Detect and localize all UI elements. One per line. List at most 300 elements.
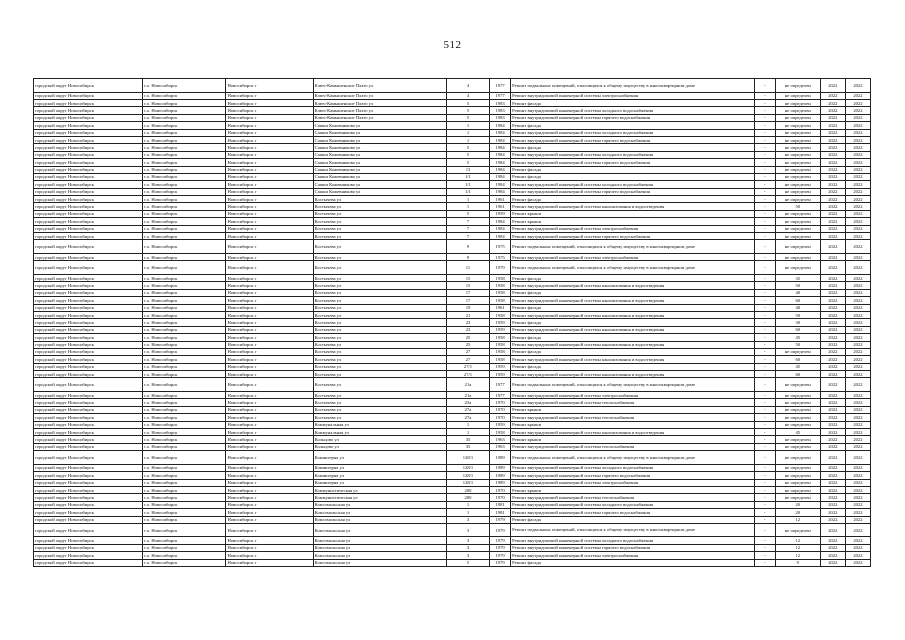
district-cell: городской округ Новосибирск xyxy=(34,523,143,537)
house-number-cell: 9 xyxy=(446,254,489,261)
settlement-cell: г.о. Новосибирск xyxy=(143,151,226,158)
cost-cell: 45 xyxy=(775,334,820,341)
end-year-cell: 2022 xyxy=(845,414,870,421)
district-cell: городской округ Новосибирск xyxy=(34,79,143,93)
house-number-cell: 7 xyxy=(446,218,489,225)
work-type-cell: Ремонт фасада xyxy=(511,363,755,370)
build-year-cell: 1958 xyxy=(490,311,511,318)
work-type-cell: Ремонт крыши xyxy=(511,486,755,493)
city-cell: Новосибирск г xyxy=(226,159,313,166)
start-year-cell: 2022 xyxy=(820,421,845,428)
start-year-cell: 2022 xyxy=(820,436,845,443)
work-type-cell: Ремонт фасада xyxy=(511,274,755,281)
settlement-cell: г.о. Новосибирск xyxy=(143,516,226,523)
house-number-cell: 5 xyxy=(446,144,489,151)
work-type-cell: Ремонт подвальных помещений, относящихся к общему имуществу в многоквартирном доме xyxy=(511,451,755,465)
dash-cell: - xyxy=(754,399,775,406)
cost-cell: не определен xyxy=(775,240,820,254)
street-cell: Коминтерна ул xyxy=(313,451,446,465)
dash-cell: - xyxy=(754,122,775,129)
start-year-cell: 2022 xyxy=(820,479,845,486)
street-cell: Костычева ул xyxy=(313,348,446,355)
build-year-cell: 1970 xyxy=(490,486,511,493)
city-cell: Новосибирск г xyxy=(226,311,313,318)
cost-cell: не определен xyxy=(775,261,820,275)
district-cell: городской округ Новосибирск xyxy=(34,429,143,436)
cost-cell: не определен xyxy=(775,196,820,203)
build-year-cell: 1989 xyxy=(490,464,511,471)
house-number-cell: 21 xyxy=(446,311,489,318)
settlement-cell: г.о. Новосибирск xyxy=(143,552,226,559)
end-year-cell: 2022 xyxy=(845,92,870,99)
build-year-cell: 1959 xyxy=(490,319,511,326)
build-year-cell: 1983 xyxy=(490,99,511,106)
end-year-cell: 2022 xyxy=(845,225,870,232)
start-year-cell: 2022 xyxy=(820,166,845,173)
build-year-cell: 1975 xyxy=(490,240,511,254)
cost-cell: не определен xyxy=(775,443,820,450)
start-year-cell: 2022 xyxy=(820,254,845,261)
start-year-cell: 2022 xyxy=(820,210,845,217)
table-row xyxy=(34,136,871,143)
work-type-cell: Ремонт крыши xyxy=(511,210,755,217)
work-type-cell: Ремонт фасада xyxy=(511,334,755,341)
house-number-cell: 25 xyxy=(446,334,489,341)
dash-cell: - xyxy=(754,218,775,225)
settlement-cell: г.о. Новосибирск xyxy=(143,494,226,501)
dash-cell: - xyxy=(754,501,775,508)
end-year-cell: 2022 xyxy=(845,348,870,355)
street-cell: Костычева ул xyxy=(313,406,446,413)
settlement-cell: г.о. Новосибирск xyxy=(143,261,226,275)
cost-cell: 12 xyxy=(775,552,820,559)
dash-cell: - xyxy=(754,552,775,559)
work-type-cell: Ремонт фасада xyxy=(511,348,755,355)
start-year-cell: 2022 xyxy=(820,523,845,537)
table-row xyxy=(34,399,871,406)
work-type-cell: Ремонт фасада xyxy=(511,196,755,203)
city-cell: Новосибирск г xyxy=(226,151,313,158)
district-cell: городской округ Новосибирск xyxy=(34,494,143,501)
district-cell: городской округ Новосибирск xyxy=(34,552,143,559)
table-row xyxy=(34,326,871,333)
house-number-cell: 128/1 xyxy=(446,472,489,479)
dash-cell: - xyxy=(754,151,775,158)
house-number-cell: 35 xyxy=(446,443,489,450)
city-cell: Новосибирск г xyxy=(226,181,313,188)
district-cell: городской округ Новосибирск xyxy=(34,203,143,210)
settlement-cell: г.о. Новосибирск xyxy=(143,501,226,508)
build-year-cell: 1958 xyxy=(490,341,511,348)
city-cell: Новосибирск г xyxy=(226,188,313,195)
cost-cell: не определен xyxy=(775,107,820,114)
district-cell: городской округ Новосибирск xyxy=(34,114,143,121)
settlement-cell: г.о. Новосибирск xyxy=(143,289,226,296)
build-year-cell: 1970 xyxy=(490,414,511,421)
dash-cell: - xyxy=(754,326,775,333)
build-year-cell: 1958 xyxy=(490,274,511,281)
build-year-cell: 1979 xyxy=(490,537,511,544)
cost-cell: не определен xyxy=(775,464,820,471)
registry-table-body xyxy=(34,79,871,567)
cost-cell: не определен xyxy=(775,451,820,465)
start-year-cell: 2022 xyxy=(820,240,845,254)
build-year-cell: 1981 xyxy=(490,501,511,508)
street-cell: Костычева ул xyxy=(313,399,446,406)
cost-cell: не определен xyxy=(775,378,820,392)
settlement-cell: г.о. Новосибирск xyxy=(143,136,226,143)
street-cell: Комсомольская ул xyxy=(313,501,446,508)
work-type-cell: Ремонт внутридомовой инженерной системы теплоснабжения xyxy=(511,494,755,501)
work-type-cell: Ремонт внутридомовой инженерной системы горячего водоснабжения xyxy=(511,159,755,166)
cost-cell: не определен xyxy=(775,348,820,355)
settlement-cell: г.о. Новосибирск xyxy=(143,274,226,281)
cost-cell: 12 xyxy=(775,537,820,544)
end-year-cell: 2022 xyxy=(845,559,870,566)
settlement-cell: г.о. Новосибирск xyxy=(143,429,226,436)
settlement-cell: г.о. Новосибирск xyxy=(143,196,226,203)
end-year-cell: 2022 xyxy=(845,392,870,399)
cost-cell: не определен xyxy=(775,479,820,486)
dash-cell: - xyxy=(754,282,775,289)
district-cell: городской округ Новосибирск xyxy=(34,282,143,289)
work-type-cell: Ремонт внутридомовой инженерной системы канализования и водоотведения xyxy=(511,282,755,289)
settlement-cell: г.о. Новосибирск xyxy=(143,233,226,240)
settlement-cell: г.о. Новосибирск xyxy=(143,114,226,121)
street-cell: Комсомольская ул xyxy=(313,559,446,566)
build-year-cell: 1958 xyxy=(490,297,511,304)
table-row xyxy=(34,282,871,289)
district-cell: городской округ Новосибирск xyxy=(34,326,143,333)
table-row xyxy=(34,210,871,217)
dash-cell: - xyxy=(754,429,775,436)
dash-cell: - xyxy=(754,261,775,275)
house-number-cell: 5 xyxy=(446,559,489,566)
table-row xyxy=(34,289,871,296)
house-number-cell: 27 xyxy=(446,348,489,355)
city-cell: Новосибирск г xyxy=(226,494,313,501)
dash-cell: - xyxy=(754,464,775,471)
city-cell: Новосибирск г xyxy=(226,289,313,296)
start-year-cell: 2022 xyxy=(820,319,845,326)
settlement-cell: г.о. Новосибирск xyxy=(143,341,226,348)
house-number-cell: 13 xyxy=(446,166,489,173)
street-cell: Костычева ул xyxy=(313,334,446,341)
work-type-cell: Ремонт внутридомовой инженерной системы горячего водоснабжения xyxy=(511,114,755,121)
city-cell: Новосибирск г xyxy=(226,282,313,289)
work-type-cell: Ремонт внутридомовой инженерной системы канализования и водоотведения xyxy=(511,429,755,436)
district-cell: городской округ Новосибирск xyxy=(34,399,143,406)
cost-cell: не определен xyxy=(775,233,820,240)
table-row xyxy=(34,537,871,544)
street-cell: Костычева ул xyxy=(313,371,446,378)
start-year-cell: 2022 xyxy=(820,136,845,143)
settlement-cell: г.о. Новосибирск xyxy=(143,297,226,304)
end-year-cell: 2022 xyxy=(845,107,870,114)
start-year-cell: 2022 xyxy=(820,341,845,348)
district-cell: городской округ Новосибирск xyxy=(34,304,143,311)
house-number-cell: 7 xyxy=(446,225,489,232)
work-type-cell: Ремонт фасада xyxy=(511,173,755,180)
end-year-cell: 2022 xyxy=(845,537,870,544)
table-row xyxy=(34,356,871,363)
table-row xyxy=(34,443,871,450)
district-cell: городской округ Новосибирск xyxy=(34,122,143,129)
table-row xyxy=(34,311,871,318)
dash-cell: - xyxy=(754,363,775,370)
house-number-cell: 1 xyxy=(446,509,489,516)
dash-cell: - xyxy=(754,537,775,544)
start-year-cell: 2022 xyxy=(820,144,845,151)
city-cell: Новосибирск г xyxy=(226,486,313,493)
district-cell: городской округ Новосибирск xyxy=(34,225,143,232)
district-cell: городской округ Новосибирск xyxy=(34,319,143,326)
end-year-cell: 2022 xyxy=(845,218,870,225)
street-cell: Комсомольская ул xyxy=(313,523,446,537)
district-cell: городской округ Новосибирск xyxy=(34,210,143,217)
cost-cell: 50 xyxy=(775,341,820,348)
work-type-cell: Ремонт подвальных помещений, относящихся к общему имуществу в многоквартирном доме xyxy=(511,378,755,392)
start-year-cell: 2022 xyxy=(820,107,845,114)
build-year-cell: 1977 xyxy=(490,79,511,93)
end-year-cell: 2022 xyxy=(845,274,870,281)
table-row xyxy=(34,261,871,275)
end-year-cell: 2022 xyxy=(845,509,870,516)
end-year-cell: 2022 xyxy=(845,181,870,188)
district-cell: городской округ Новосибирск xyxy=(34,406,143,413)
cost-cell: не определен xyxy=(775,210,820,217)
start-year-cell: 2022 xyxy=(820,392,845,399)
house-number-cell: 27 xyxy=(446,356,489,363)
start-year-cell: 2022 xyxy=(820,274,845,281)
street-cell: Коммунистическая ул xyxy=(313,486,446,493)
table-row xyxy=(34,523,871,537)
street-cell: Сашки Кожевникова ул xyxy=(313,166,446,173)
work-type-cell: Ремонт внутридомовой инженерной системы теплоснабжения xyxy=(511,443,755,450)
street-cell: Костычева ул xyxy=(313,378,446,392)
house-number-cell: 25 xyxy=(446,341,489,348)
work-type-cell: Ремонт подвальных помещений, относящихся к общему имуществу в многоквартирном доме xyxy=(511,240,755,254)
district-cell: городской округ Новосибирск xyxy=(34,544,143,551)
dash-cell: - xyxy=(754,472,775,479)
district-cell: городской округ Новосибирск xyxy=(34,166,143,173)
dash-cell: - xyxy=(754,233,775,240)
dash-cell: - xyxy=(754,203,775,210)
dash-cell: - xyxy=(754,144,775,151)
build-year-cell: 1984 xyxy=(490,225,511,232)
work-type-cell: Ремонт внутридомовой инженерной системы холодного водоснабжения xyxy=(511,129,755,136)
end-year-cell: 2022 xyxy=(845,544,870,551)
house-number-cell: 9 xyxy=(446,240,489,254)
start-year-cell: 2022 xyxy=(820,464,845,471)
settlement-cell: г.о. Новосибирск xyxy=(143,173,226,180)
table-row xyxy=(34,509,871,516)
work-type-cell: Ремонт фасада xyxy=(511,99,755,106)
build-year-cell: 1977 xyxy=(490,392,511,399)
table-row xyxy=(34,297,871,304)
start-year-cell: 2022 xyxy=(820,334,845,341)
work-type-cell: Ремонт фасада xyxy=(511,304,755,311)
build-year-cell: 1958 xyxy=(490,289,511,296)
build-year-cell: 1989 xyxy=(490,479,511,486)
table-row xyxy=(34,414,871,421)
cost-cell: не определен xyxy=(775,392,820,399)
city-cell: Новосибирск г xyxy=(226,443,313,450)
work-type-cell: Ремонт внутридомовой инженерной системы канализования и водоотведения xyxy=(511,203,755,210)
work-type-cell: Ремонт внутридомовой инженерной системы горячего водоснабжения xyxy=(511,544,755,551)
city-cell: Новосибирск г xyxy=(226,319,313,326)
street-cell: Костычева ул xyxy=(313,414,446,421)
district-cell: городской округ Новосибирск xyxy=(34,196,143,203)
dash-cell: - xyxy=(754,494,775,501)
district-cell: городской округ Новосибирск xyxy=(34,129,143,136)
table-row xyxy=(34,429,871,436)
cost-cell: не определен xyxy=(775,218,820,225)
table-row xyxy=(34,363,871,370)
district-cell: городской округ Новосибирск xyxy=(34,378,143,392)
house-number-cell: 15 xyxy=(446,282,489,289)
end-year-cell: 2022 xyxy=(845,151,870,158)
street-cell: Костычева ул xyxy=(313,196,446,203)
house-number-cell: 1/1 xyxy=(446,188,489,195)
table-row xyxy=(34,304,871,311)
city-cell: Новосибирск г xyxy=(226,399,313,406)
city-cell: Новосибирск г xyxy=(226,297,313,304)
work-type-cell: Ремонт внутридомовой инженерной системы канализования и водоотведения xyxy=(511,311,755,318)
cost-cell: не определен xyxy=(775,151,820,158)
settlement-cell: г.о. Новосибирск xyxy=(143,311,226,318)
work-type-cell: Ремонт внутридомовой инженерной системы холодного водоснабжения xyxy=(511,107,755,114)
start-year-cell: 2022 xyxy=(820,472,845,479)
build-year-cell: 1984 xyxy=(490,129,511,136)
street-cell: Костычева ул xyxy=(313,233,446,240)
dash-cell: - xyxy=(754,181,775,188)
work-type-cell: Ремонт внутридомовой инженерной системы горячего водоснабжения xyxy=(511,472,755,479)
street-cell: Сашки Кожевникова ул xyxy=(313,122,446,129)
start-year-cell: 2022 xyxy=(820,552,845,559)
dash-cell: - xyxy=(754,414,775,421)
cost-cell: 45 xyxy=(775,363,820,370)
street-cell: Костычева ул xyxy=(313,392,446,399)
build-year-cell: 1984 xyxy=(490,173,511,180)
street-cell: Комсомольская ул xyxy=(313,544,446,551)
settlement-cell: г.о. Новосибирск xyxy=(143,348,226,355)
start-year-cell: 2022 xyxy=(820,122,845,129)
end-year-cell: 2022 xyxy=(845,443,870,450)
work-type-cell: Ремонт крыши xyxy=(511,436,755,443)
table-row xyxy=(34,406,871,413)
table-row xyxy=(34,319,871,326)
start-year-cell: 2022 xyxy=(820,486,845,493)
start-year-cell: 2022 xyxy=(820,129,845,136)
settlement-cell: г.о. Новосибирск xyxy=(143,319,226,326)
city-cell: Новосибирск г xyxy=(226,173,313,180)
end-year-cell: 2022 xyxy=(845,378,870,392)
table-row xyxy=(34,166,871,173)
dash-cell: - xyxy=(754,159,775,166)
house-number-cell: 3 xyxy=(446,516,489,523)
settlement-cell: г.о. Новосибирск xyxy=(143,371,226,378)
city-cell: Новосибирск г xyxy=(226,274,313,281)
dash-cell: - xyxy=(754,240,775,254)
table-row xyxy=(34,501,871,508)
build-year-cell: 1979 xyxy=(490,544,511,551)
street-cell: Сашки Кожевникова ул xyxy=(313,181,446,188)
district-cell: городской округ Новосибирск xyxy=(34,516,143,523)
city-cell: Новосибирск г xyxy=(226,516,313,523)
street-cell: Комсомольская ул xyxy=(313,509,446,516)
cost-cell: не определен xyxy=(775,166,820,173)
city-cell: Новосибирск г xyxy=(226,122,313,129)
build-year-cell: 1984 xyxy=(490,144,511,151)
street-cell: Костычева ул xyxy=(313,210,446,217)
house-number-cell: 27а xyxy=(446,406,489,413)
dash-cell: - xyxy=(754,114,775,121)
work-type-cell: Ремонт внутридомовой инженерной системы электроснабжения xyxy=(511,392,755,399)
settlement-cell: г.о. Новосибирск xyxy=(143,392,226,399)
table-row xyxy=(34,240,871,254)
city-cell: Новосибирск г xyxy=(226,559,313,566)
table-row xyxy=(34,544,871,551)
build-year-cell: 1961 xyxy=(490,196,511,203)
street-cell: Костычева ул xyxy=(313,225,446,232)
house-number-cell: 3 xyxy=(446,537,489,544)
cost-cell: не определен xyxy=(775,421,820,428)
settlement-cell: г.о. Новосибирск xyxy=(143,414,226,421)
end-year-cell: 2022 xyxy=(845,240,870,254)
city-cell: Новосибирск г xyxy=(226,233,313,240)
start-year-cell: 2022 xyxy=(820,501,845,508)
district-cell: городской округ Новосибирск xyxy=(34,421,143,428)
cost-cell: не определен xyxy=(775,122,820,129)
work-type-cell: Ремонт фасада xyxy=(511,516,755,523)
build-year-cell: 1983 xyxy=(490,107,511,114)
house-number-cell: 4 xyxy=(446,79,489,93)
district-cell: городской округ Новосибирск xyxy=(34,181,143,188)
cost-cell: 45 xyxy=(775,429,820,436)
city-cell: Новосибирск г xyxy=(226,363,313,370)
table-row xyxy=(34,464,871,471)
table-row xyxy=(34,225,871,232)
build-year-cell: 1984 xyxy=(490,122,511,129)
table-row xyxy=(34,334,871,341)
settlement-cell: г.о. Новосибирск xyxy=(143,334,226,341)
repair-registry-table xyxy=(33,78,871,567)
dash-cell: - xyxy=(754,99,775,106)
city-cell: Новосибирск г xyxy=(226,341,313,348)
build-year-cell: 1989 xyxy=(490,451,511,465)
city-cell: Новосибирск г xyxy=(226,107,313,114)
start-year-cell: 2022 xyxy=(820,326,845,333)
street-cell: Костычева ул xyxy=(313,311,446,318)
end-year-cell: 2022 xyxy=(845,203,870,210)
build-year-cell: 1963 xyxy=(490,443,511,450)
start-year-cell: 2022 xyxy=(820,371,845,378)
work-type-cell: Ремонт внутридомовой инженерной системы горячего водоснабжения xyxy=(511,188,755,195)
dash-cell: - xyxy=(754,225,775,232)
start-year-cell: 2022 xyxy=(820,218,845,225)
work-type-cell: Ремонт внутридомовой инженерной системы холодного водоснабжения xyxy=(511,151,755,158)
work-type-cell: Ремонт внутридомовой инженерной системы канализования и водоотведения xyxy=(511,341,755,348)
settlement-cell: г.о. Новосибирск xyxy=(143,225,226,232)
dash-cell: - xyxy=(754,378,775,392)
cost-cell: 60 xyxy=(775,371,820,378)
start-year-cell: 2022 xyxy=(820,79,845,93)
city-cell: Новосибирск г xyxy=(226,378,313,392)
district-cell: городской округ Новосибирск xyxy=(34,289,143,296)
work-type-cell: Ремонт внутридомовой инженерной системы канализования и водоотведения xyxy=(511,356,755,363)
build-year-cell: 1984 xyxy=(490,136,511,143)
